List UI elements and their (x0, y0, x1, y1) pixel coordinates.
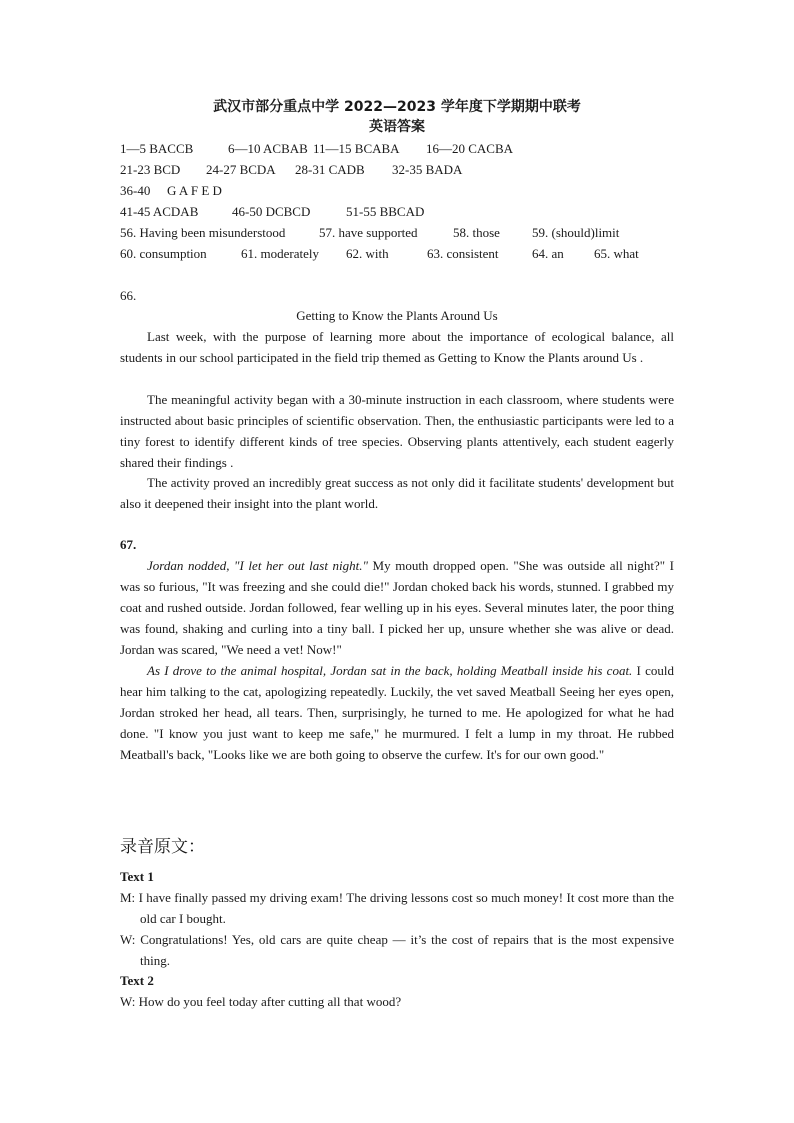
story-paragraph (120, 555, 674, 660)
answer-group: 36-40 (120, 183, 151, 198)
answer-group: 16—20 CACBA (426, 141, 514, 156)
essay-paragraph: Last week, with the purpose of learning more about the importance of ecological balance, all students in our school participated in the field trip themed as Getting to Know the Plants around Us . (120, 329, 674, 365)
answer-group: 24-27 BCDA (206, 162, 276, 177)
essay-title: Getting to Know the Plants Around Us (296, 308, 498, 323)
page-subtitle: 英语答案 (369, 119, 425, 135)
transcript-heading: 录音原文： (120, 837, 205, 857)
answer-group: 59. (should)limit (532, 225, 620, 240)
story-lead-sentence: As I drove to the animal hospital, Jordan sat in the back, holding Meatball inside his coat. (147, 663, 633, 678)
answer-group: 11—15 BCABA (313, 141, 400, 156)
answer-group: 65. what (594, 246, 639, 261)
answer-group: 62. with (346, 246, 389, 261)
answer-group: 63. consistent (427, 246, 499, 261)
answer-group: 1—5 BACCB (120, 141, 194, 156)
answer-group: 21-23 BCD (120, 162, 181, 177)
dialogue-line: M: I have finally passed my driving exam! The driving lessons cost so much money! It cost more than the old car I bought. (120, 890, 674, 926)
answer-group: 41-45 ACDAB (120, 204, 199, 219)
answer-group: 61. moderately (241, 246, 319, 261)
answer-group: 46-50 DCBCD (232, 204, 311, 219)
answer-group: 32-35 BADA (392, 162, 463, 177)
page-title: 武汉市部分重点中学 2022—2023 学年度下学期期中联考 (213, 99, 581, 115)
text-1-label: Text 1 (120, 869, 154, 884)
dialogue-line: W: How do you feel today after cutting all that wood? (120, 994, 402, 1009)
essay-paragraph: The meaningful activity began with a 30-minute instruction in each classroom, where students were instructed about basic principles of scientific observation. Then, the enthusiastic participants were led to a tiny forest to identify different kinds of tree species. Observing plants attentively, each student eagerly shared their findings . (120, 392, 674, 470)
answer-group: 6—10 ACBAB (228, 141, 308, 156)
question-66-number: 66. (120, 288, 137, 303)
story-continuation: I could hear him talking to the cat, apologizing repeatedly. Luckily, the vet saved Meatball Seeing her eyes open, Jordan stroked her head, all tears. Then, surprisingly, he turned to me. He apologized for what he had done. "I know you just want to keep me safe," he murmured. I felt a lump in my throat. He rubbed Meatball's back, "Looks like we are both going to observe the curfew. It's for our own good." (120, 663, 674, 762)
answer-group: 56. Having been misunderstood (120, 225, 286, 240)
essay-paragraph: The activity proved an incredibly great success as not only did it facilitate students' development but also it deepened their insight into the plant world. (120, 475, 674, 511)
answer-group: 57. have supported (319, 225, 418, 240)
answer-group: 64. an (532, 246, 564, 261)
story-paragraph (120, 660, 674, 765)
question-67-number: 67. (120, 537, 137, 552)
answer-group: 28-31 CADB (295, 162, 365, 177)
answer-group: G A F E D (167, 183, 222, 198)
answer-group: 58. those (453, 225, 500, 240)
text-2-label: Text 2 (120, 973, 154, 988)
story-lead-sentence: Jordan nodded, "I let her out last night." (147, 558, 368, 573)
story-continuation: My mouth dropped open. "She was outside all night?" I was so furious, "It was freezing and she could die!" Jordan choked back his words, stunned. I grabbed my coat and rushed outside. Jordan followed, fear welling up in his eyes. Several minutes later, the poor thing was found, shaking and curling into a tiny ball. I picked her up, unsure whether she was alive or dead. Jordan was scared, "We need a vet! Now!" (120, 558, 674, 657)
answer-group: 60. consumption (120, 246, 207, 261)
answer-group: 51-55 BBCAD (346, 204, 425, 219)
dialogue-line: W: Congratulations! Yes, old cars are quite cheap — it’s the cost of repairs that is the most expensive thing. (120, 932, 674, 968)
